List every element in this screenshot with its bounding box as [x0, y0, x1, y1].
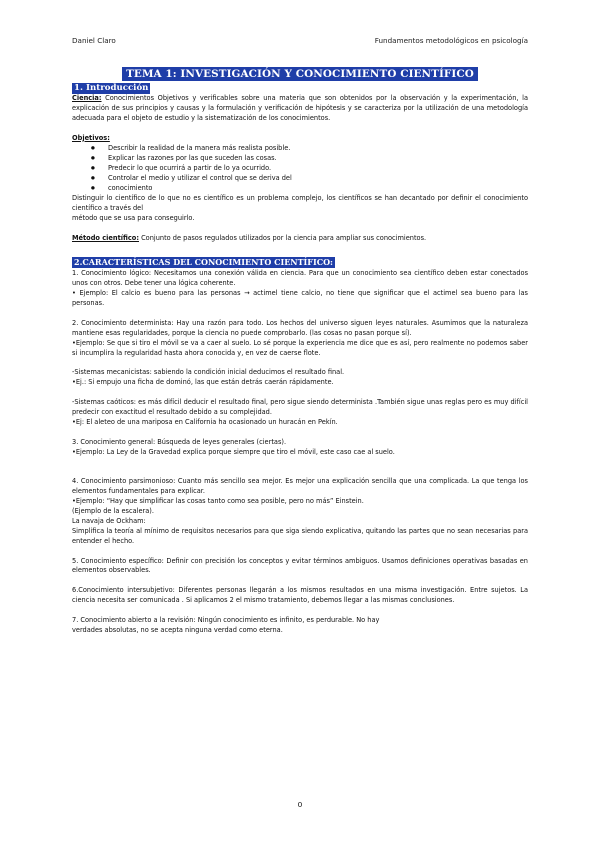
metodo-term: Método científico: [72, 233, 139, 242]
c4-escalera: (Ejemplo de la escalera). [72, 507, 154, 516]
list-item: ● Predecir lo que ocurrirá a partir de lo ya ocurrido. [82, 164, 528, 174]
c1-paragraph: 1. Conocimiento lógico: Necesitamos una conexión válida en ciencia. Para que un conocimiento sea científico deben estar conectados unos con otros. Debe tener una lógica coherente. [72, 269, 528, 288]
mecanicistas-example: •Ej.: Si empujo una ficha de dominó, las que están detrás caerán rápidamente. [72, 378, 334, 387]
caoticos-paragraph: -Sistemas caóticos: es más difícil deducir el resultado final, pero sigue siendo determinista .También sigue unas reglas pero es muy difícil predecir con exactitud el resultado debido a su complejidad. [72, 398, 528, 417]
c6-paragraph: 6.Conocimiento intersubjetivo: Diferentes personas llegarán a los mismos resultados en una misma investigación. Entre sujetos. La ciencia necesita ser comunicada . Si aplicamos 2 el mismo tratamiento, debemos llegar a las mismas conclusiones. [72, 586, 528, 605]
c4-ockham-label: La navaja de Ockham: [72, 516, 146, 525]
metodo-definition: Método científico: Conjunto de pasos regulados utilizados por la ciencia para ampliar sus conocimientos. [72, 233, 427, 242]
ciencia-definition: Ciencia: Conocimientos Objetivos y verificables sobre una materia que son obtenidos por la observación y la experimentación, la explicación de sus principios y causas y la formulación y verificación de hipótesis y se caracteriza por la utilización de una metodología adecuada para el objeto de estudio y la sistematización de los conocimientos. [72, 93, 528, 122]
list-item: ● Explicar las razones por las que suceden las cosas. [82, 154, 528, 164]
header-author: Daniel Claro [72, 36, 116, 45]
c4-example: •Ejemplo: “Hay que simplificar las cosas tanto como sea posible, pero no más” Einstein. [72, 497, 364, 506]
document-body [72, 70, 528, 636]
list-item: ● Controlar el medio y utilizar el control que se deriva del [82, 174, 528, 184]
c7-paragraph-end: verdades absolutas, no se acepta ninguna verdad como eterna. [72, 625, 283, 634]
mecanicistas-paragraph: -Sistemas mecanicistas: sabiendo la condición inicial deducimos el resultado final. [72, 368, 345, 377]
c4-paragraph: 4. Conocimiento parsimonioso: Cuanto más sencillo sea mejor. Es mejor una explicación sencilla que una complicada. La que tenga los elementos fundamentales para explicar. [72, 477, 528, 496]
document-title: TEMA 1: INVESTIGACIÓN Y CONOCIMIENTO CIENTÍFICO [72, 70, 528, 81]
c2-paragraph: 2. Conocimiento determinista: Hay una razón para todo. Los hechos del universo siguen leyes naturales. Asumimos que la naturaleza mantiene esas regularidades, porque la ciencia no puede comprobarlo. (las cosas no pasan porque sí). [72, 318, 528, 337]
c1-example: • Ejemplo: El calcio es bueno para las personas → actimel tiene calcio, no tiene que significar que el actimel sea bueno para las personas. [72, 289, 528, 308]
list-item: ● conocimiento [82, 184, 528, 194]
c5-paragraph: 5. Conocimiento específico: Definir con precisión los conceptos y evitar términos ambiguos. Usamos definiciones operativas basadas en elementos observables. [72, 556, 528, 575]
caoticos-example: •Ej: El aleteo de una mariposa en California ha ocasionado un huracán en Pekín. [72, 417, 338, 426]
c4-ockham-text: Simplifica la teoría al mínimo de requisitos necesarios para que siga siendo explicativa, quitando las partes que no sean necesarias para entender el hecho. [72, 526, 528, 545]
c3-paragraph: 3. Conocimiento general: Búsqueda de leyes generales (ciertas). [72, 437, 287, 446]
list-item: ● Describir la realidad de la manera más realista posible. [82, 144, 528, 154]
c7-paragraph: 7. Conocimiento abierto a la revisión: Ningún conocimiento es infinito, es perdurable. No hay [72, 615, 380, 624]
ciencia-term: Ciencia: [72, 93, 102, 102]
section-2-heading: 2.CARACTERÍSTICAS DEL CONOCIMIENTO CIENTÍFICO: [74, 257, 334, 268]
distinguir-paragraph: Distinguir lo científico de lo que no es científico es un problema complejo, los científicos se han decantado por definir el conocimiento científico a través del [72, 193, 528, 212]
distinguir-paragraph-end: método que se usa para conseguirlo. [72, 213, 195, 222]
c3-example: •Ejemplo: La Ley de la Gravedad explica porque siempre que tiro el móvil, este caso cae al suelo. [72, 447, 395, 456]
c2-example: •Ejemplo: Se que si tiro el móvil se va a caer al suelo. Lo sé porque la experiencia me dice que es así, pero realmente no podemos saber si incumplira la regularidad hasta ahora conocida y, en vez de caerse flote. [72, 338, 528, 357]
header-course: Fundamentos metodológicos en psicología [374, 36, 528, 45]
objetivos-list [72, 144, 528, 194]
page-number: 0 [297, 800, 303, 809]
section-1-heading: 1. Introducción [74, 82, 149, 93]
objetivos-label: Objetivos: [72, 133, 110, 142]
